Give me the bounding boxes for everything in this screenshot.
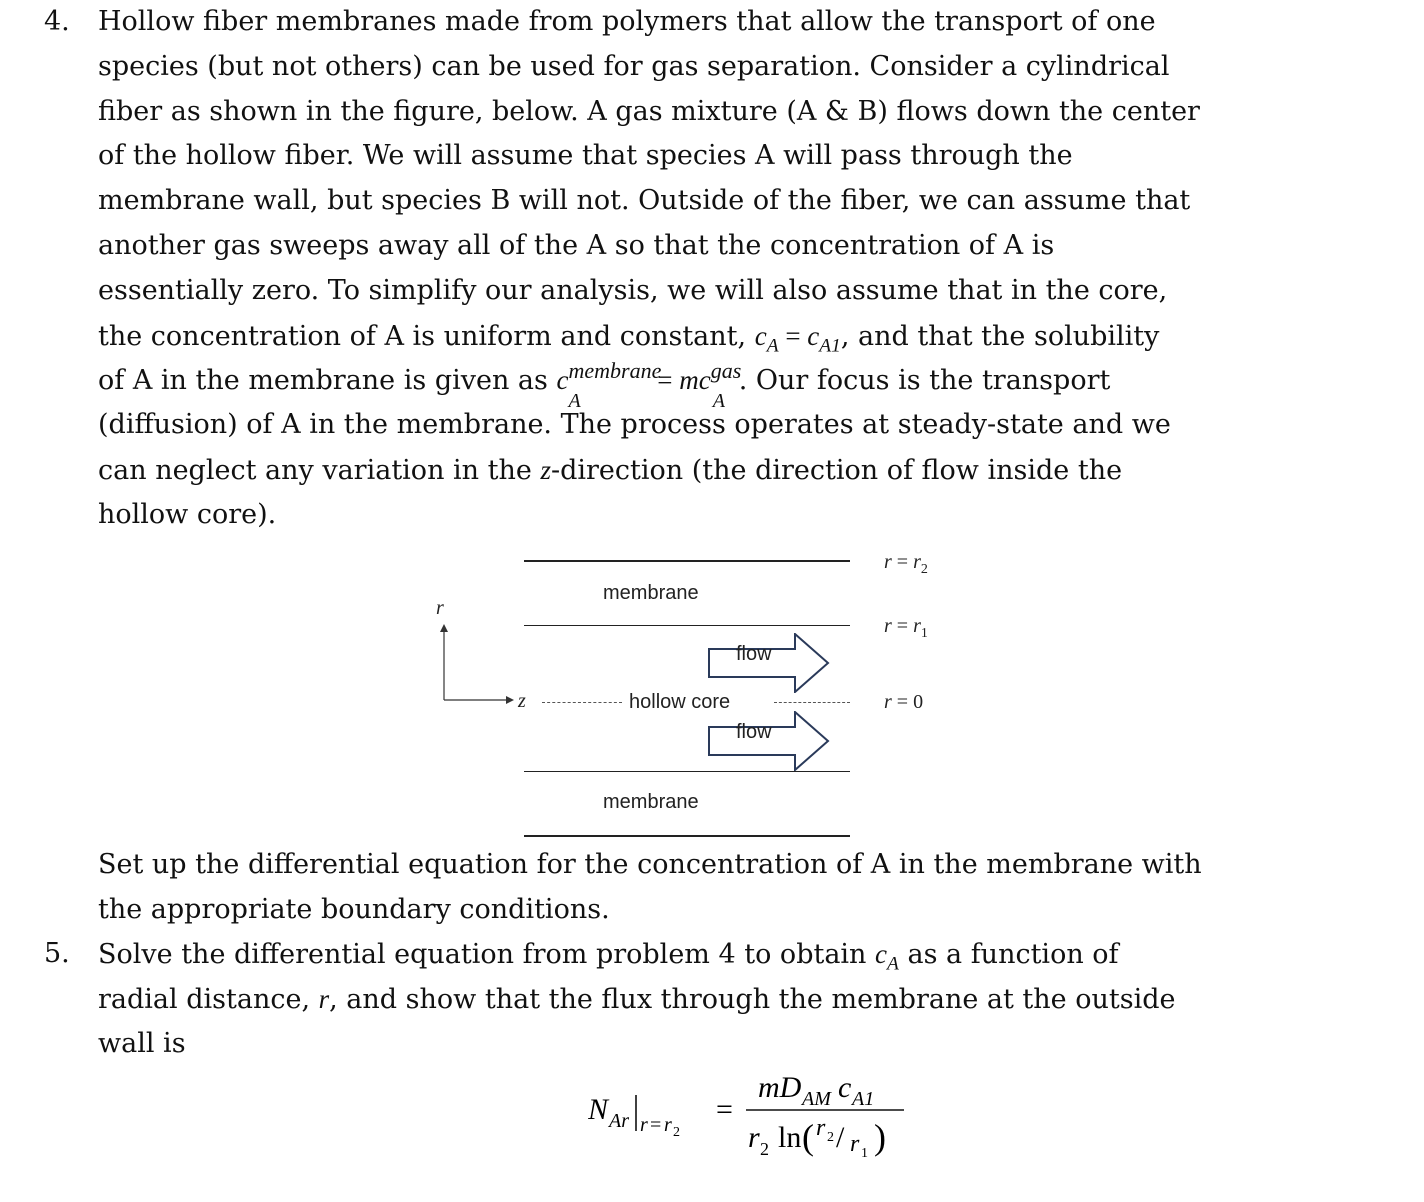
- hollow-fiber-figure: [410, 545, 970, 845]
- axis-r-label: r: [436, 597, 444, 619]
- math-z: z: [540, 454, 551, 485]
- problem-5-text: [98, 932, 1403, 1066]
- problem-5-line: [98, 932, 1403, 977]
- svg-text:r: r: [850, 1131, 860, 1157]
- line-text: , and that the solubility: [840, 320, 1160, 352]
- inner-wall-top: [524, 625, 850, 626]
- r-eq-r1-label: $r = r_1$: [884, 615, 928, 641]
- svg-text:=: =: [716, 1093, 733, 1126]
- line-text: the concentration of A is uniform and constant,: [98, 320, 755, 352]
- problem-5-line: [98, 977, 1403, 1022]
- problem-4-number: 4.: [44, 6, 70, 37]
- math-cA: $c_A$: [875, 939, 899, 975]
- svg-text:): ): [874, 1117, 886, 1157]
- axis-z-label: z: [518, 690, 526, 712]
- line-text: Solve the differential equation from problem 4 to obtain: [98, 939, 876, 970]
- svg-text:r: r: [816, 1115, 826, 1141]
- axes-icon: [430, 620, 540, 740]
- problem-4-line: fiber as shown in the figure, below. A gas mixture (A & B) flows down the center: [98, 95, 1200, 127]
- problem-4-question-line: the appropriate boundary conditions.: [98, 893, 610, 925]
- svg-text:r: r: [664, 1114, 672, 1136]
- svg-text:AM: AM: [802, 1088, 831, 1110]
- outer-wall-bottom: [524, 835, 850, 837]
- r-eq-0-label: r = 0: [884, 691, 924, 713]
- problem-4-line: another gas sweeps away all of the A so that the concentration of A is: [98, 229, 1055, 261]
- r-eq-r2-label: $r = r_2$: [884, 551, 928, 577]
- math-solubility: c membrane A = mc gas A: [556, 358, 742, 413]
- problem-4-line: [98, 448, 1403, 493]
- problem-4-question-line: Set up the differential equation for the concentration of A in the membrane with: [98, 849, 1202, 880]
- svg-text:2: 2: [673, 1125, 680, 1140]
- line-text: -direction (the direction of flow inside the: [550, 454, 1123, 486]
- flux-formula: [588, 1065, 928, 1175]
- problem-4-line: species (but not others) can be used for gas separation. Consider a cylindrical: [98, 50, 1170, 82]
- line-text: can neglect any variation in the: [98, 454, 541, 486]
- math-cA-eq-cA1: $c_A = c_{A1}$: [754, 320, 841, 356]
- flow-arrow-bottom: [708, 711, 828, 755]
- outer-wall-top: [524, 560, 850, 562]
- svg-text:N: N: [588, 1093, 609, 1126]
- problem-4-line: membrane wall, but species B will not. Outside of the fiber, we can assume that: [98, 185, 1191, 217]
- svg-text:(: (: [802, 1117, 814, 1157]
- flow-bottom-label: flow: [736, 721, 772, 743]
- problem-4-line: essentially zero. To simplify our analysis, we will also assume that in the core,: [98, 274, 1168, 306]
- svg-text:/: /: [836, 1121, 845, 1154]
- inner-wall-bottom: [524, 771, 850, 772]
- problem-5-line: wall is: [98, 1027, 186, 1059]
- svg-text:2: 2: [760, 1139, 769, 1159]
- line-text: as a function of: [898, 939, 1119, 970]
- problem-4-line: [98, 358, 1403, 413]
- svg-text:A1: A1: [852, 1088, 875, 1110]
- problem-5-number: 5.: [44, 938, 70, 969]
- hollow-core-label: hollow core: [629, 691, 731, 713]
- problem-4-text: [98, 0, 1403, 538]
- math-r: r: [318, 983, 330, 1014]
- svg-text:=: =: [650, 1114, 662, 1136]
- membrane-top-label: membrane: [603, 582, 699, 604]
- problem-4-line: of the hollow fiber. We will assume that species A will pass through the: [98, 140, 1073, 172]
- flux-equation: [588, 1065, 928, 1175]
- svg-text:mD: mD: [758, 1071, 802, 1104]
- problem-4-line: [98, 314, 1403, 359]
- line-text: , and show that the flux through the membrane at the outside: [329, 983, 1176, 1015]
- line-text: . Our focus is the transport: [738, 365, 1111, 397]
- svg-text:ln: ln: [778, 1121, 802, 1154]
- svg-text:2: 2: [827, 1130, 834, 1145]
- line-text: of A in the membrane is given as: [98, 365, 557, 397]
- line-text: radial distance,: [98, 983, 319, 1015]
- problem-4-question: [98, 843, 1403, 933]
- centerline-left: [542, 702, 622, 703]
- svg-text:Ar: Ar: [609, 1110, 629, 1132]
- problem-4-line: (diffusion) of A in the membrane. The process operates at steady-state and we: [98, 409, 1171, 441]
- svg-text:c: c: [838, 1071, 852, 1104]
- svg-text:r: r: [748, 1121, 760, 1154]
- svg-text:1: 1: [861, 1146, 868, 1161]
- flow-top-label: flow: [736, 643, 772, 665]
- problem-4-line: hollow core).: [98, 498, 277, 530]
- flow-arrow-top: [708, 633, 828, 677]
- problem-4-line: Hollow fiber membranes made from polymers that allow the transport of one: [98, 6, 1156, 37]
- centerline-right: [774, 702, 850, 703]
- svg-text:r: r: [640, 1114, 648, 1136]
- membrane-bottom-label: membrane: [603, 791, 699, 813]
